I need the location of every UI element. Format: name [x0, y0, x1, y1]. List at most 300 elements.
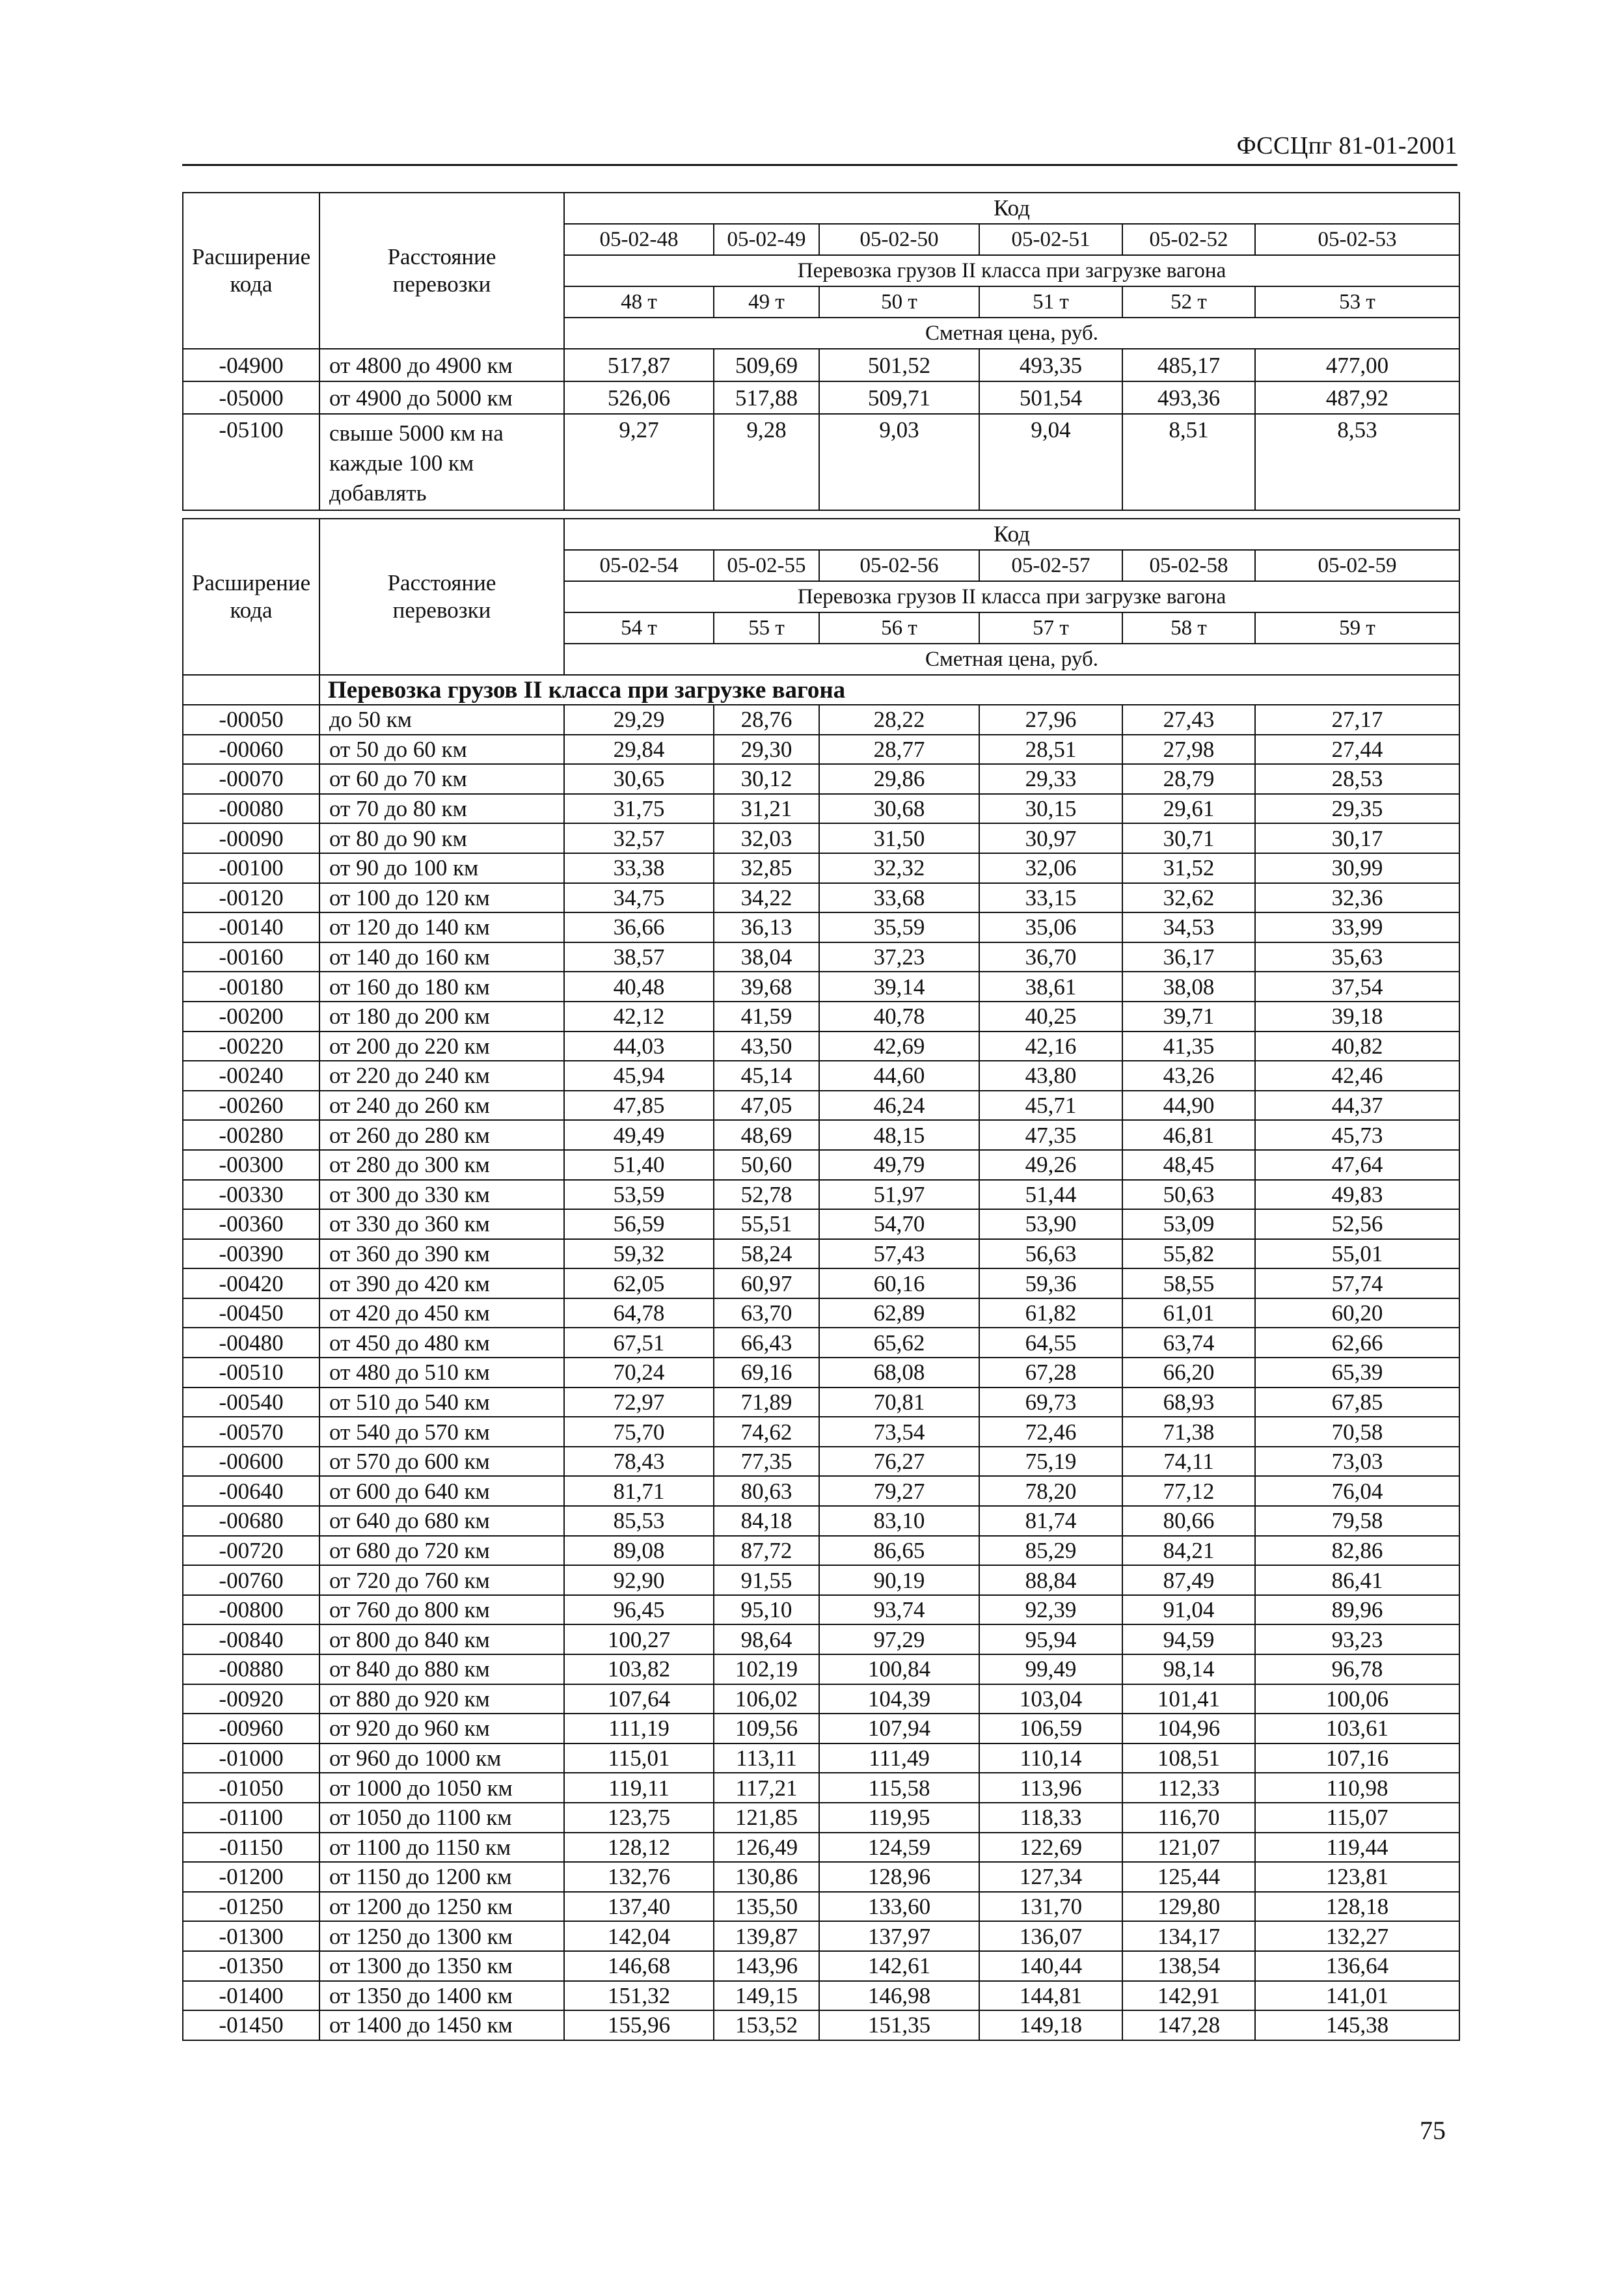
price-cell: 36,66 [564, 912, 714, 942]
price-cell: 8,51 [1122, 414, 1255, 510]
price-cell: 89,96 [1255, 1595, 1459, 1625]
price-cell: 29,86 [819, 764, 979, 794]
distance-cell: от 4900 до 5000 км [319, 381, 564, 414]
code-extension-cell: -00680 [183, 1506, 319, 1536]
header-cargo-class: Перевозка грузов II класса при загрузке вагона [564, 255, 1459, 286]
price-cell: 132,76 [564, 1862, 714, 1892]
price-cell: 110,98 [1255, 1773, 1459, 1803]
table-row [183, 1328, 1459, 1358]
price-cell: 60,97 [714, 1268, 819, 1298]
table-row [183, 705, 1459, 735]
price-cell: 145,38 [1255, 2010, 1459, 2040]
price-cell: 113,11 [714, 1744, 819, 1773]
price-cell: 74,11 [1122, 1447, 1255, 1477]
price-cell: 37,54 [1255, 972, 1459, 1002]
code-cell: 05-02-57 [979, 550, 1122, 581]
price-cell: 142,04 [564, 1921, 714, 1951]
price-cell: 40,82 [1255, 1032, 1459, 1061]
table-row [183, 942, 1459, 972]
price-cell: 64,55 [979, 1328, 1122, 1358]
header-distance: Расстояние перевозки [319, 519, 564, 675]
code-cell: 05-02-59 [1255, 550, 1459, 581]
price-cell: 144,81 [979, 1981, 1122, 2011]
table-row [183, 1447, 1459, 1477]
table-row [183, 414, 1459, 510]
price-cell: 27,17 [1255, 705, 1459, 735]
header-code: Код [564, 519, 1459, 550]
price-cell: 493,35 [979, 349, 1122, 381]
price-cell: 88,84 [979, 1565, 1122, 1595]
price-cell: 106,59 [979, 1714, 1122, 1744]
price-cell: 91,04 [1122, 1595, 1255, 1625]
price-cell: 97,29 [819, 1624, 979, 1654]
price-cell: 33,15 [979, 883, 1122, 913]
price-cell: 61,01 [1122, 1298, 1255, 1328]
price-cell: 146,98 [819, 1981, 979, 2011]
price-cell: 68,93 [1122, 1388, 1255, 1417]
price-cell: 98,14 [1122, 1654, 1255, 1684]
code-extension-cell: -00060 [183, 735, 319, 765]
price-cell: 128,12 [564, 1833, 714, 1863]
price-cell: 501,54 [979, 381, 1122, 414]
code-extension-cell: -00480 [183, 1328, 319, 1358]
load-cell: 48 т [564, 286, 714, 318]
table-row [183, 1032, 1459, 1061]
price-cell: 517,87 [564, 349, 714, 381]
code-extension-cell: -00240 [183, 1061, 319, 1091]
code-extension-cell: -00720 [183, 1536, 319, 1566]
table-row [183, 1120, 1459, 1150]
code-cell: 05-02-48 [564, 224, 714, 255]
price-cell: 87,72 [714, 1536, 819, 1566]
price-cell: 60,16 [819, 1268, 979, 1298]
price-cell: 140,44 [979, 1951, 1122, 1981]
price-cell: 153,52 [714, 2010, 819, 2040]
price-cell: 79,58 [1255, 1506, 1459, 1536]
distance-cell: от 640 до 680 км [319, 1506, 564, 1536]
code-extension-cell: -00080 [183, 794, 319, 824]
code-extension-cell: -00570 [183, 1417, 319, 1447]
code-extension-cell: -01300 [183, 1921, 319, 1951]
code-extension-cell: -00920 [183, 1684, 319, 1714]
price-cell: 9,04 [979, 414, 1122, 510]
table-row [183, 1654, 1459, 1684]
distance-cell: от 240 до 260 км [319, 1091, 564, 1121]
table-row [183, 1921, 1459, 1951]
price-cell: 42,12 [564, 1002, 714, 1032]
table-body [183, 705, 1459, 2040]
price-cell: 67,51 [564, 1328, 714, 1358]
price-cell: 28,76 [714, 705, 819, 735]
price-cell: 143,96 [714, 1951, 819, 1981]
price-cell: 137,97 [819, 1921, 979, 1951]
price-cell: 82,86 [1255, 1536, 1459, 1566]
price-cell: 141,01 [1255, 1981, 1459, 2011]
distance-cell: от 1250 до 1300 км [319, 1921, 564, 1951]
header-price: Сметная цена, руб. [564, 644, 1459, 675]
price-cell: 147,28 [1122, 2010, 1255, 2040]
table-row [183, 1595, 1459, 1625]
price-cell: 45,73 [1255, 1120, 1459, 1150]
price-cell: 119,95 [819, 1803, 979, 1833]
price-cell: 112,33 [1122, 1773, 1255, 1803]
code-extension-cell: -00180 [183, 972, 319, 1002]
distance-cell: от 300 до 330 км [319, 1180, 564, 1210]
price-cell: 151,35 [819, 2010, 979, 2040]
price-cell: 44,03 [564, 1032, 714, 1061]
table-row [183, 1803, 1459, 1833]
price-cell: 63,74 [1122, 1328, 1255, 1358]
table-row [183, 1506, 1459, 1536]
price-cell: 52,56 [1255, 1209, 1459, 1239]
price-cell: 70,81 [819, 1388, 979, 1417]
price-cell: 139,87 [714, 1921, 819, 1951]
table-row [183, 1744, 1459, 1773]
distance-cell: от 720 до 760 км [319, 1565, 564, 1595]
price-cell: 58,55 [1122, 1268, 1255, 1298]
distance-cell: от 50 до 60 км [319, 735, 564, 765]
price-cell: 107,94 [819, 1714, 979, 1744]
price-cell: 29,33 [979, 764, 1122, 794]
price-cell: 134,17 [1122, 1921, 1255, 1951]
price-cell: 106,02 [714, 1684, 819, 1714]
price-cell: 42,69 [819, 1032, 979, 1061]
price-cell: 128,18 [1255, 1892, 1459, 1922]
price-cell: 55,51 [714, 1209, 819, 1239]
price-cell: 51,40 [564, 1150, 714, 1180]
price-cell: 95,10 [714, 1595, 819, 1625]
price-cell: 116,70 [1122, 1803, 1255, 1833]
price-cell: 48,45 [1122, 1150, 1255, 1180]
price-cell: 111,49 [819, 1744, 979, 1773]
code-extension-cell: -01250 [183, 1892, 319, 1922]
distance-cell: от 540 до 570 км [319, 1417, 564, 1447]
price-cell: 36,70 [979, 942, 1122, 972]
price-cell: 493,36 [1122, 381, 1255, 414]
code-extension-cell: -01000 [183, 1744, 319, 1773]
price-cell: 135,50 [714, 1892, 819, 1922]
price-cell: 45,94 [564, 1061, 714, 1091]
load-cell: 52 т [1122, 286, 1255, 318]
price-cell: 75,19 [979, 1447, 1122, 1477]
price-cell: 40,48 [564, 972, 714, 1002]
price-cell: 53,59 [564, 1180, 714, 1210]
load-cell: 53 т [1255, 286, 1459, 318]
table-row [183, 1862, 1459, 1892]
price-cell: 146,68 [564, 1951, 714, 1981]
price-cell: 89,08 [564, 1536, 714, 1566]
price-cell: 78,20 [979, 1476, 1122, 1506]
code-extension-cell: -00390 [183, 1239, 319, 1269]
price-cell: 9,28 [714, 414, 819, 510]
price-cell: 57,74 [1255, 1268, 1459, 1298]
price-cell: 107,64 [564, 1684, 714, 1714]
code-extension-cell: -05100 [183, 414, 319, 510]
code-cell: 05-02-56 [819, 550, 979, 581]
price-cell: 77,12 [1122, 1476, 1255, 1506]
price-cell: 86,41 [1255, 1565, 1459, 1595]
code-extension-cell: -01100 [183, 1803, 319, 1833]
code-cell: 05-02-53 [1255, 224, 1459, 255]
price-cell: 125,44 [1122, 1862, 1255, 1892]
distance-cell: от 760 до 800 км [319, 1595, 564, 1625]
distance-cell: от 1300 до 1350 км [319, 1951, 564, 1981]
price-cell: 69,16 [714, 1358, 819, 1388]
price-cell: 28,77 [819, 735, 979, 765]
price-cell: 92,39 [979, 1595, 1122, 1625]
price-cell: 111,19 [564, 1714, 714, 1744]
code-cell: 05-02-52 [1122, 224, 1255, 255]
price-cell: 8,53 [1255, 414, 1459, 510]
price-cell: 9,03 [819, 414, 979, 510]
price-cell: 54,70 [819, 1209, 979, 1239]
price-cell: 137,40 [564, 1892, 714, 1922]
code-extension-cell: -00090 [183, 823, 319, 853]
price-cell: 29,84 [564, 735, 714, 765]
distance-cell: от 680 до 720 км [319, 1536, 564, 1566]
distance-cell: от 60 до 70 км [319, 764, 564, 794]
price-cell: 94,59 [1122, 1624, 1255, 1654]
table-row [183, 912, 1459, 942]
table-row [183, 1773, 1459, 1803]
code-extension-cell: -00800 [183, 1595, 319, 1625]
price-cell: 501,52 [819, 349, 979, 381]
price-cell: 127,34 [979, 1862, 1122, 1892]
code-extension-cell: -04900 [183, 349, 319, 381]
code-extension-cell: -01200 [183, 1862, 319, 1892]
price-cell: 53,09 [1122, 1209, 1255, 1239]
price-cell: 32,85 [714, 853, 819, 883]
distance-cell: от 1150 до 1200 км [319, 1862, 564, 1892]
price-cell: 65,62 [819, 1328, 979, 1358]
code-cell: 05-02-54 [564, 550, 714, 581]
code-extension-cell: -00280 [183, 1120, 319, 1150]
distance-cell: от 200 до 220 км [319, 1032, 564, 1061]
price-cell: 49,26 [979, 1150, 1122, 1180]
price-cell: 96,78 [1255, 1654, 1459, 1684]
price-cell: 39,14 [819, 972, 979, 1002]
code-extension-cell: -01450 [183, 2010, 319, 2040]
distance-cell: от 840 до 880 км [319, 1654, 564, 1684]
price-cell: 121,85 [714, 1803, 819, 1833]
table-row [183, 1268, 1459, 1298]
price-cell: 73,03 [1255, 1447, 1459, 1477]
price-cell: 30,17 [1255, 823, 1459, 853]
table-row [183, 1358, 1459, 1388]
price-cell: 32,03 [714, 823, 819, 853]
table-row [183, 1417, 1459, 1447]
price-cell: 124,59 [819, 1833, 979, 1863]
price-cell: 41,59 [714, 1002, 819, 1032]
price-cell: 102,19 [714, 1654, 819, 1684]
price-cell: 80,66 [1122, 1506, 1255, 1536]
price-cell: 52,78 [714, 1180, 819, 1210]
price-cell: 151,32 [564, 1981, 714, 2011]
price-cell: 109,56 [714, 1714, 819, 1744]
price-cell: 113,96 [979, 1773, 1122, 1803]
price-cell: 101,41 [1122, 1684, 1255, 1714]
price-cell: 58,24 [714, 1239, 819, 1269]
distance-cell: от 960 до 1000 км [319, 1744, 564, 1773]
price-cell: 118,33 [979, 1803, 1122, 1833]
price-cell: 48,69 [714, 1120, 819, 1150]
load-cell: 49 т [714, 286, 819, 318]
distance-cell: от 1200 до 1250 км [319, 1892, 564, 1922]
code-extension-cell: -00050 [183, 705, 319, 735]
distance-cell: от 70 до 80 км [319, 794, 564, 824]
distance-cell: от 600 до 640 км [319, 1476, 564, 1506]
price-cell: 37,23 [819, 942, 979, 972]
table-row [183, 823, 1459, 853]
code-extension-cell: -01400 [183, 1981, 319, 2011]
price-cell: 44,90 [1122, 1091, 1255, 1121]
price-cell: 100,06 [1255, 1684, 1459, 1714]
distance-cell: от 260 до 280 км [319, 1120, 564, 1150]
price-cell: 28,51 [979, 735, 1122, 765]
price-cell: 119,44 [1255, 1833, 1459, 1863]
price-cell: 126,49 [714, 1833, 819, 1863]
table-row [183, 883, 1459, 913]
price-cell: 32,36 [1255, 883, 1459, 913]
price-cell: 93,74 [819, 1595, 979, 1625]
price-cell: 28,53 [1255, 764, 1459, 794]
table-row [183, 381, 1459, 414]
price-cell: 62,66 [1255, 1328, 1459, 1358]
price-cell: 46,81 [1122, 1120, 1255, 1150]
price-cell: 43,26 [1122, 1061, 1255, 1091]
price-cell: 129,80 [1122, 1892, 1255, 1922]
code-extension-cell: -00510 [183, 1358, 319, 1388]
price-cell: 131,70 [979, 1892, 1122, 1922]
load-cell: 55 т [714, 612, 819, 644]
code-extension-cell: -00200 [183, 1002, 319, 1032]
price-cell: 28,79 [1122, 764, 1255, 794]
price-cell: 38,57 [564, 942, 714, 972]
price-cell: 98,64 [714, 1624, 819, 1654]
price-cell: 67,85 [1255, 1388, 1459, 1417]
code-extension-cell: -00880 [183, 1654, 319, 1684]
distance-cell: от 90 до 100 км [319, 853, 564, 883]
price-cell: 31,50 [819, 823, 979, 853]
price-cell: 41,35 [1122, 1032, 1255, 1061]
code-extension-cell: -00960 [183, 1714, 319, 1744]
price-cell: 77,35 [714, 1447, 819, 1477]
price-cell: 51,44 [979, 1180, 1122, 1210]
distance-cell: от 220 до 240 км [319, 1061, 564, 1091]
price-cell: 62,89 [819, 1298, 979, 1328]
document-code: ФССЦпг 81-01-2001 [1236, 132, 1457, 159]
price-cell: 76,27 [819, 1447, 979, 1477]
price-cell: 86,65 [819, 1536, 979, 1566]
price-cell: 84,18 [714, 1506, 819, 1536]
price-cell: 29,35 [1255, 794, 1459, 824]
header-code-extension: Расширение кода [183, 193, 319, 349]
code-cell: 05-02-51 [979, 224, 1122, 255]
price-cell: 78,43 [564, 1447, 714, 1477]
price-cell: 142,61 [819, 1951, 979, 1981]
price-cell: 103,82 [564, 1654, 714, 1684]
price-cell: 64,78 [564, 1298, 714, 1328]
price-cell: 29,29 [564, 705, 714, 735]
price-cell: 34,75 [564, 883, 714, 913]
code-extension-cell: -00600 [183, 1447, 319, 1477]
header-code: Код [564, 193, 1459, 224]
price-cell: 47,64 [1255, 1150, 1459, 1180]
price-cell: 119,11 [564, 1773, 714, 1803]
price-cell: 9,27 [564, 414, 714, 510]
price-cell: 57,43 [819, 1239, 979, 1269]
table-row [183, 1624, 1459, 1654]
code-extension-cell: -00540 [183, 1388, 319, 1417]
table-row [183, 1002, 1459, 1032]
table-row [183, 1714, 1459, 1744]
price-cell: 92,90 [564, 1565, 714, 1595]
distance-cell: от 880 до 920 км [319, 1684, 564, 1714]
distance-cell: от 1400 до 1450 км [319, 2010, 564, 2040]
price-table-1 [182, 192, 1460, 511]
price-cell: 56,63 [979, 1239, 1122, 1269]
distance-cell: от 120 до 140 км [319, 912, 564, 942]
distance-cell: от 140 до 160 км [319, 942, 564, 972]
price-cell: 48,15 [819, 1120, 979, 1150]
price-cell: 138,54 [1122, 1951, 1255, 1981]
code-extension-cell: -01350 [183, 1951, 319, 1981]
price-cell: 36,17 [1122, 942, 1255, 972]
price-cell: 40,78 [819, 1002, 979, 1032]
price-cell: 32,62 [1122, 883, 1255, 913]
price-cell: 45,71 [979, 1091, 1122, 1121]
code-cell: 05-02-58 [1122, 550, 1255, 581]
code-cell: 05-02-50 [819, 224, 979, 255]
code-extension-cell: -00160 [183, 942, 319, 972]
table-row [183, 1150, 1459, 1180]
price-cell: 68,08 [819, 1358, 979, 1388]
price-cell: 56,59 [564, 1209, 714, 1239]
page-number: 75 [1420, 2116, 1446, 2145]
price-cell: 133,60 [819, 1892, 979, 1922]
table-row [183, 794, 1459, 824]
price-cell: 50,60 [714, 1150, 819, 1180]
price-cell: 115,01 [564, 1744, 714, 1773]
price-cell: 29,30 [714, 735, 819, 765]
price-cell: 70,24 [564, 1358, 714, 1388]
price-cell: 108,51 [1122, 1744, 1255, 1773]
section-title: Перевозка грузов II класса при загрузке вагона [319, 675, 1459, 705]
price-cell: 31,75 [564, 794, 714, 824]
distance-cell: до 50 км [319, 705, 564, 735]
price-cell: 33,38 [564, 853, 714, 883]
distance-cell: от 160 до 180 км [319, 972, 564, 1002]
price-cell: 33,99 [1255, 912, 1459, 942]
price-cell: 45,14 [714, 1061, 819, 1091]
price-cell: 526,06 [564, 381, 714, 414]
price-cell: 132,27 [1255, 1921, 1459, 1951]
distance-cell: от 1350 до 1400 км [319, 1981, 564, 2011]
code-cell: 05-02-49 [714, 224, 819, 255]
price-cell: 31,52 [1122, 853, 1255, 883]
header-distance: Расстояние перевозки [319, 193, 564, 349]
code-extension-cell: -00120 [183, 883, 319, 913]
table-row [183, 1239, 1459, 1269]
distance-cell: от 920 до 960 км [319, 1714, 564, 1744]
price-cell: 38,04 [714, 942, 819, 972]
code-extension-cell: -00360 [183, 1209, 319, 1239]
price-cell: 99,49 [979, 1654, 1122, 1684]
load-cell: 50 т [819, 286, 979, 318]
price-cell: 104,96 [1122, 1714, 1255, 1744]
price-cell: 36,13 [714, 912, 819, 942]
price-cell: 81,74 [979, 1506, 1122, 1536]
